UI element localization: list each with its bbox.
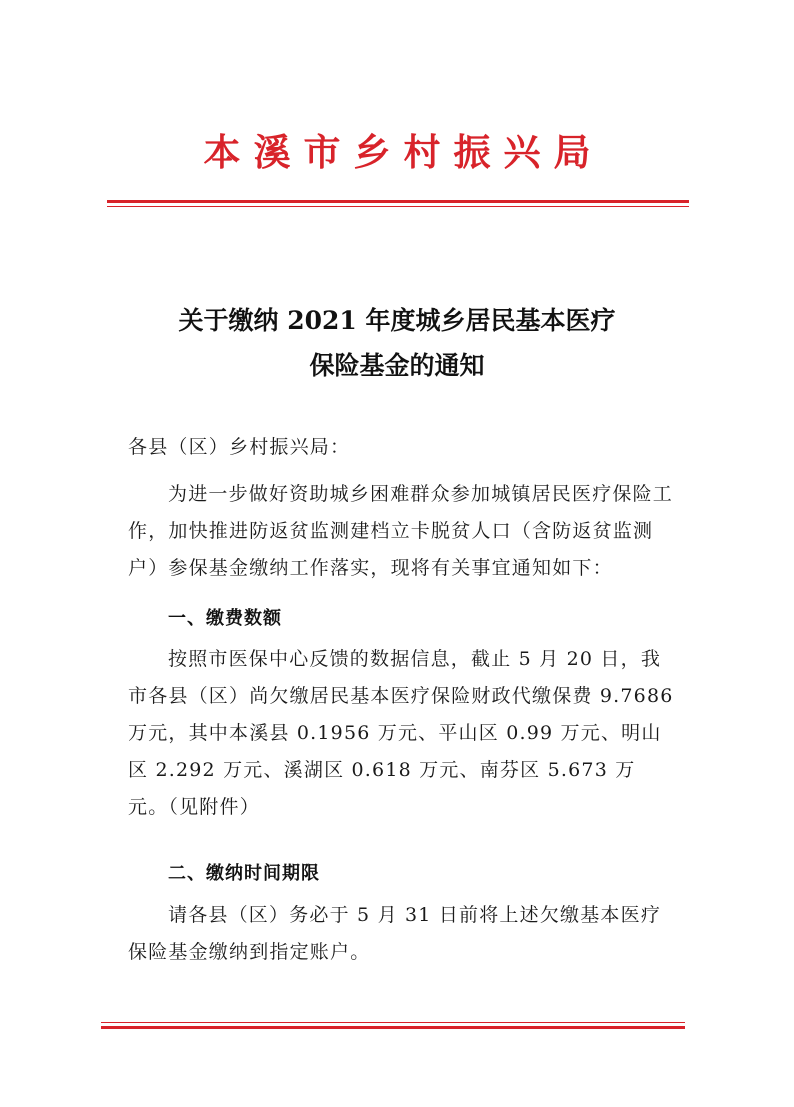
footer-divider: [101, 1022, 685, 1029]
document-title: [0, 298, 794, 388]
salutation: 各县（区）乡村振兴局：: [128, 436, 351, 458]
header-divider: [107, 200, 689, 207]
header-divider-thick-line: [107, 200, 689, 203]
section-heading-deadline: 二、缴纳时间期限: [168, 863, 320, 884]
issuer-header: 本溪市乡村振兴局: [203, 131, 604, 174]
intro-paragraph: 为进一步做好资助城乡困难群众参加城镇居民医疗保险工作，加快推进防返贫监测建档立卡脱贫人口（含防返贫监测户）参保基金缴纳工作落实，现将有关事宜通知如下：: [128, 483, 674, 579]
header-divider-thin-line: [107, 206, 689, 207]
footer-divider-thick-line: [101, 1026, 685, 1029]
footer-divider-thin-line: [101, 1022, 685, 1023]
document-title-line-1: 关于缴纳 2021 年度城乡居民基本医疗: [178, 306, 616, 335]
section-text-payment-amount: 按照市医保中心反馈的数据信息，截止 5 月 20 日，我市各县（区）尚欠缴居民基本医疗保险财政代缴保费 9.7686 万元，其中本溪县 0.1956 万元、平山区 0.99 万元、明山区 2.292 万元、溪湖区 0.618 万元、南芬区 5.673 万元。（见附件）: [128, 648, 674, 818]
section-heading-payment-amount: 一、缴费数额: [168, 608, 282, 629]
section-text-deadline: 请各县（区）务必于 5 月 31 日前将上述欠缴基本医疗保险基金缴纳到指定账户。: [128, 904, 662, 963]
document-title-line-2: 保险基金的通知: [309, 351, 485, 380]
